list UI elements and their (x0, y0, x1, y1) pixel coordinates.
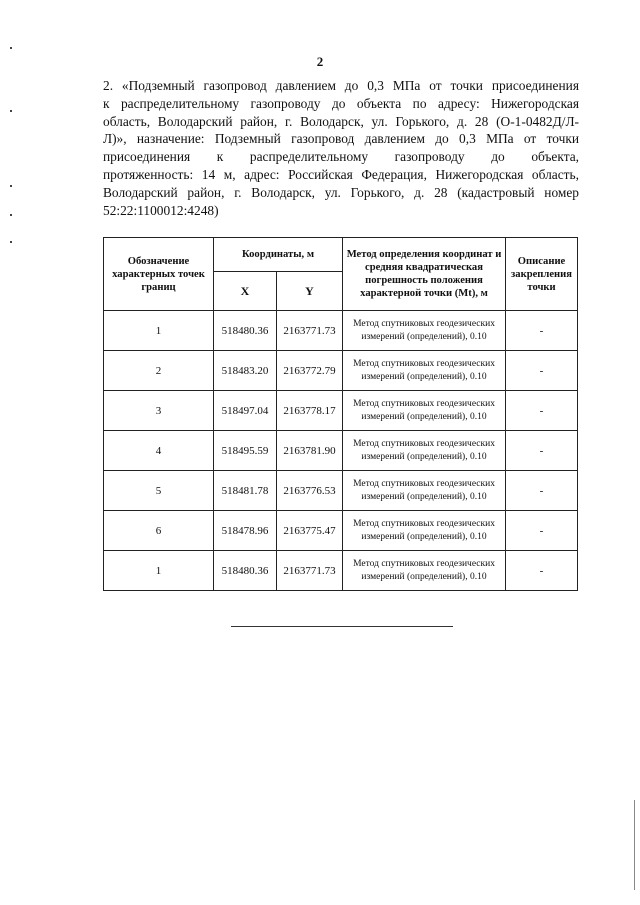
table-row (104, 471, 578, 511)
x-cell: 518495.59 (214, 431, 277, 471)
header-coordinates: Координаты, м (214, 238, 343, 272)
y-cell: 2163775.47 (277, 511, 343, 551)
x-cell: 518483.20 (214, 351, 277, 391)
method-cell: Метод спутниковых геодезических измерений (определений), 0.10 (343, 511, 506, 551)
method-cell: Метод спутниковых геодезических измерений (определений), 0.10 (343, 391, 506, 431)
x-cell: 518497.04 (214, 391, 277, 431)
description-cell: - (506, 471, 578, 511)
table-row (104, 431, 578, 471)
scan-margin-line (634, 800, 635, 890)
method-cell: Метод спутниковых геодезических измерений (определений), 0.10 (343, 551, 506, 591)
method-cell: Метод спутниковых геодезических измерений (определений), 0.10 (343, 351, 506, 391)
point-cell: 5 (104, 471, 214, 511)
point-cell: 6 (104, 511, 214, 551)
y-cell: 2163781.90 (277, 431, 343, 471)
description-cell: - (506, 511, 578, 551)
table-row (104, 391, 578, 431)
coordinates-table (103, 237, 578, 591)
method-cell: Метод спутниковых геодезических измерений (определений), 0.10 (343, 311, 506, 351)
y-cell: 2163776.53 (277, 471, 343, 511)
header-x: X (214, 272, 277, 311)
paragraph-line: область, Володарский район, г. Володарск, ул. Горького, д. 28 (О-1-0482Д/Л- (103, 113, 579, 129)
scan-mark (10, 110, 12, 112)
y-cell: 2163771.73 (277, 551, 343, 591)
scan-mark (10, 47, 12, 49)
paragraph-line: протяженность: 14 м, адрес: Российская Федерация, Нижегородская область, (103, 166, 579, 182)
paragraph-line: Л)», назначение: Подземный газопровод давлением до 0,3 МПа от точки (103, 131, 579, 147)
description-cell: - (506, 431, 578, 471)
page-number: 2 (316, 54, 324, 69)
header-method: Метод определения координат и средняя квадратическая погрешность положения характерной точки (Mt), м (343, 238, 506, 311)
point-cell: 4 (104, 431, 214, 471)
table-row (104, 511, 578, 551)
table-body (104, 311, 578, 591)
scan-mark (10, 214, 12, 216)
point-cell: 2 (104, 351, 214, 391)
x-cell: 518480.36 (214, 311, 277, 351)
scan-mark (10, 185, 12, 187)
description-cell: - (506, 351, 578, 391)
x-cell: 518481.78 (214, 471, 277, 511)
description-cell: - (506, 311, 578, 351)
header-description: Описание закрепления точки (506, 238, 578, 311)
table-row (104, 551, 578, 591)
paragraph-line: 2. «Подземный газопровод давлением до 0,3 МПа от точки присоединения (103, 78, 579, 93)
y-cell: 2163778.17 (277, 391, 343, 431)
y-cell: 2163771.73 (277, 311, 343, 351)
description-cell: - (506, 391, 578, 431)
object-description-paragraph (103, 77, 579, 219)
point-cell: 3 (104, 391, 214, 431)
method-cell: Метод спутниковых геодезических измерений (определений), 0.10 (343, 471, 506, 511)
x-cell: 518478.96 (214, 511, 277, 551)
scan-mark (10, 241, 12, 243)
closing-rule (231, 626, 453, 627)
x-cell: 518480.36 (214, 551, 277, 591)
header-y: Y (277, 272, 343, 311)
y-cell: 2163772.79 (277, 351, 343, 391)
paragraph-line: 52:22:1100012:4248) (103, 202, 219, 218)
header-point: Обозначение характерных точек границ (104, 238, 214, 311)
paragraph-line: к распределительному газопроводу до объекта по адресу: Нижегородская (103, 95, 579, 111)
paragraph-line: Володарский район, г. Володарск, ул. Горького, д. 28 (кадастровый номер (103, 184, 579, 200)
table-row (104, 311, 578, 351)
point-cell: 1 (104, 311, 214, 351)
point-cell: 1 (104, 551, 214, 591)
method-cell: Метод спутниковых геодезических измерений (определений), 0.10 (343, 431, 506, 471)
table-row (104, 351, 578, 391)
description-cell: - (506, 551, 578, 591)
paragraph-line: присоединения к распределительному газопроводу до объекта, (103, 149, 579, 165)
